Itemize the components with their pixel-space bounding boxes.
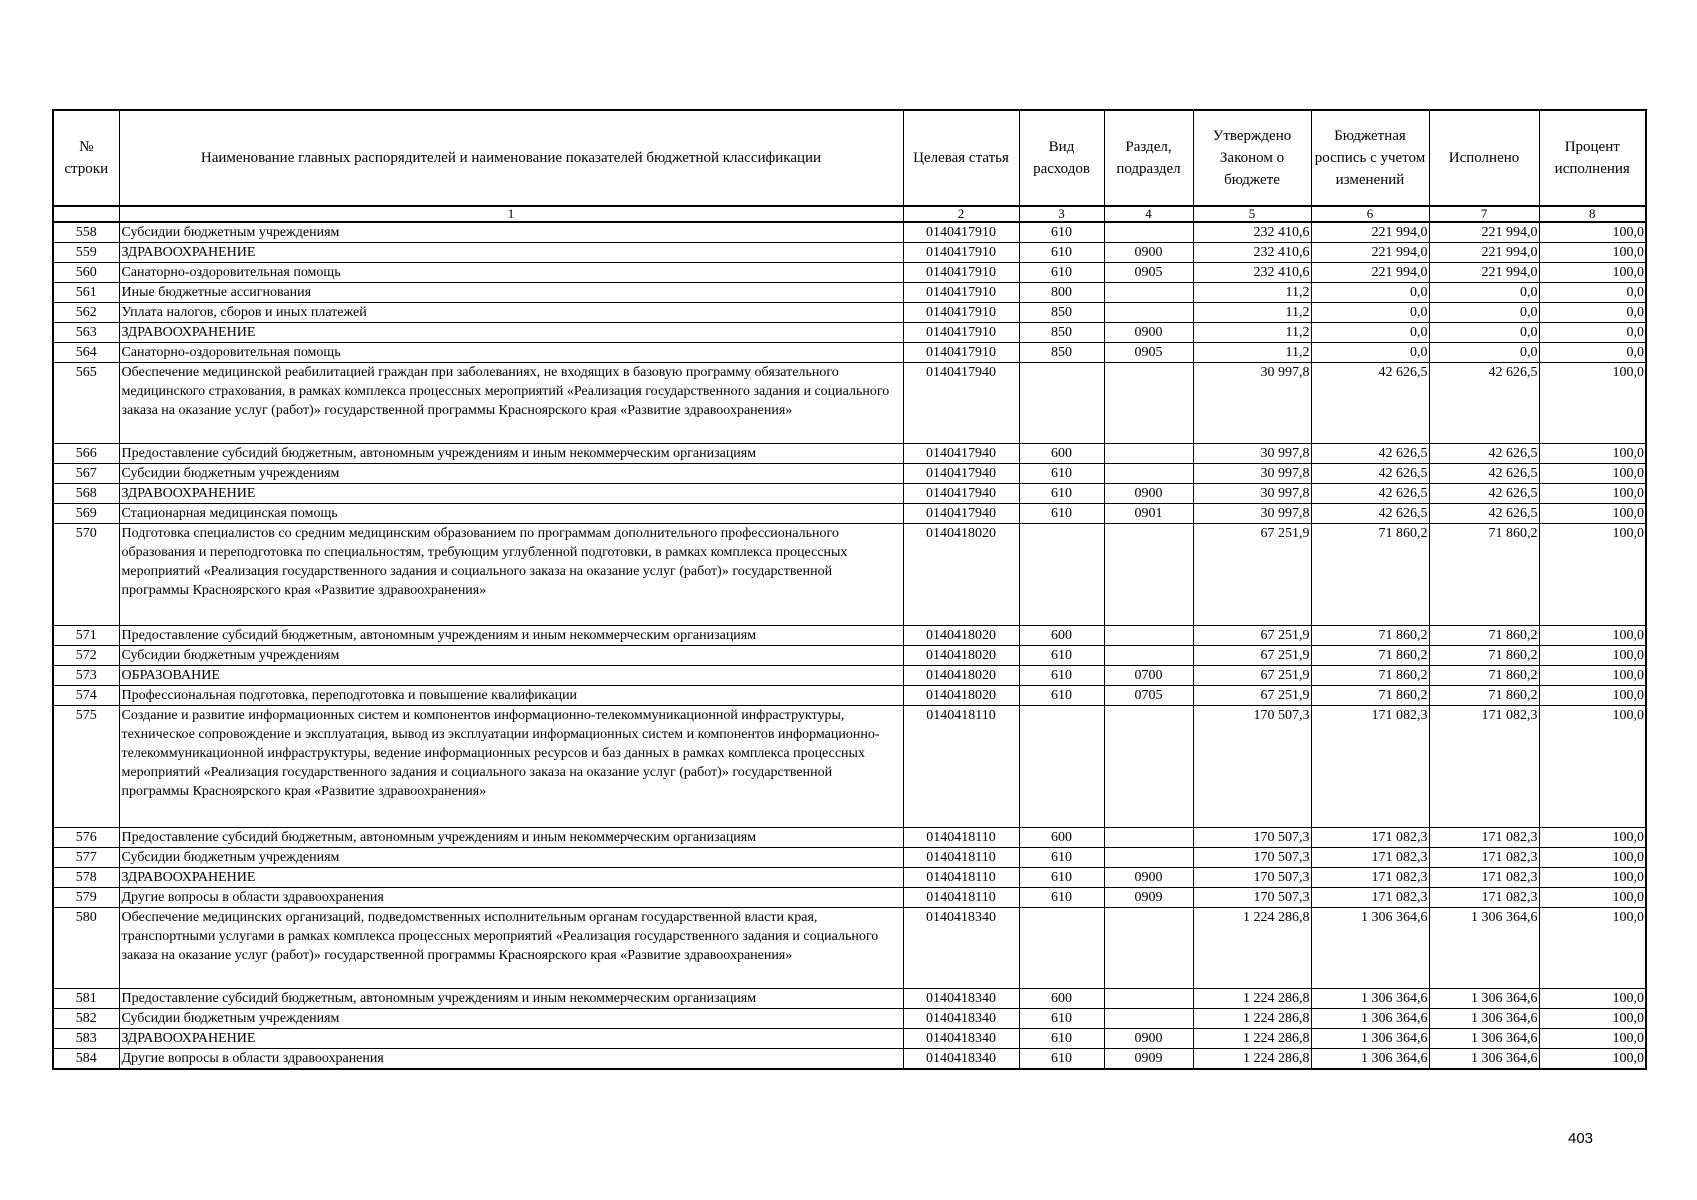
executed-amount-cell: 221 994,0 xyxy=(1429,263,1539,283)
expense-type-cell xyxy=(1019,363,1104,444)
percent-cell: 100,0 xyxy=(1539,646,1646,666)
section-cell: 0900 xyxy=(1104,484,1193,504)
row-name-cell: Субсидии бюджетным учреждениям xyxy=(119,848,903,868)
target-article-cell: 0140418110 xyxy=(903,828,1019,848)
approved-amount-cell: 67 251,9 xyxy=(1193,626,1311,646)
row-name-cell: Профессиональная подготовка, переподготовка и повышение квалификации xyxy=(119,686,903,706)
percent-cell: 100,0 xyxy=(1539,222,1646,243)
target-article-cell: 0140417910 xyxy=(903,222,1019,243)
percent-cell: 100,0 xyxy=(1539,484,1646,504)
row-name-cell: ЗДРАВООХРАНЕНИЕ xyxy=(119,868,903,888)
approved-amount-cell: 1 224 286,8 xyxy=(1193,1009,1311,1029)
target-article-cell: 0140418110 xyxy=(903,848,1019,868)
approved-amount-cell: 232 410,6 xyxy=(1193,222,1311,243)
target-article-cell: 0140418340 xyxy=(903,1009,1019,1029)
target-article-cell: 0140418340 xyxy=(903,1049,1019,1070)
approved-amount-cell: 30 997,8 xyxy=(1193,464,1311,484)
executed-amount-cell: 42 626,5 xyxy=(1429,444,1539,464)
column-number-row xyxy=(53,206,1646,222)
expense-type-cell: 850 xyxy=(1019,343,1104,363)
table-row xyxy=(53,848,1646,868)
section-cell: 0900 xyxy=(1104,868,1193,888)
percent-cell: 100,0 xyxy=(1539,243,1646,263)
row-number-cell: 560 xyxy=(53,263,119,283)
expense-type-cell: 610 xyxy=(1019,848,1104,868)
row-number-cell: 561 xyxy=(53,283,119,303)
row-name-cell: Санаторно-оздоровительная помощь xyxy=(119,263,903,283)
roster-amount-cell: 0,0 xyxy=(1311,343,1429,363)
percent-cell: 0,0 xyxy=(1539,323,1646,343)
table-row xyxy=(53,343,1646,363)
row-number-cell: 576 xyxy=(53,828,119,848)
row-name-cell: Создание и развитие информационных систем и компонентов информационно-телекоммуникационной инфраструктуры, техническое сопровождение и эксплуатация, вывод из эксплуатации информационных систем и компонентов информационно-телекоммуникационной инфраструктуры, ведение информационных ресурсов и баз данных в рамках комплекса процессных мероприятий «Реализация государственного задания и социального заказа на оказание услуг (работ)» государственной программы Красноярского края «Развитие здравоохранения» xyxy=(119,706,903,828)
row-name-cell: Санаторно-оздоровительная помощь xyxy=(119,343,903,363)
row-name-cell: ЗДРАВООХРАНЕНИЕ xyxy=(119,484,903,504)
target-article-cell: 0140418020 xyxy=(903,646,1019,666)
section-cell xyxy=(1104,828,1193,848)
section-cell: 0909 xyxy=(1104,1049,1193,1070)
roster-amount-cell: 1 306 364,6 xyxy=(1311,908,1429,989)
percent-cell: 100,0 xyxy=(1539,989,1646,1009)
percent-cell: 100,0 xyxy=(1539,908,1646,989)
table-row xyxy=(53,706,1646,828)
approved-amount-cell: 170 507,3 xyxy=(1193,848,1311,868)
expense-type-cell: 610 xyxy=(1019,686,1104,706)
table-row xyxy=(53,283,1646,303)
section-cell: 0905 xyxy=(1104,263,1193,283)
executed-amount-cell: 171 082,3 xyxy=(1429,888,1539,908)
row-number-cell: 564 xyxy=(53,343,119,363)
section-cell: 0900 xyxy=(1104,1029,1193,1049)
row-name-cell: Обеспечение медицинских организаций, подведомственных исполнительным органам государственной власти края, транспортными услугами в рамках комплекса процессных мероприятий «Реализация государственного задания и социального заказа на оказание услуг (работ)» государственной программы Красноярского края «Развитие здравоохранения» xyxy=(119,908,903,989)
executed-amount-cell: 171 082,3 xyxy=(1429,828,1539,848)
roster-amount-cell: 0,0 xyxy=(1311,303,1429,323)
percent-cell: 100,0 xyxy=(1539,1049,1646,1070)
section-cell xyxy=(1104,848,1193,868)
executed-amount-cell: 171 082,3 xyxy=(1429,848,1539,868)
table-row xyxy=(53,1049,1646,1070)
target-article-cell: 0140417940 xyxy=(903,444,1019,464)
row-name-cell: Иные бюджетные ассигнования xyxy=(119,283,903,303)
roster-amount-cell: 221 994,0 xyxy=(1311,243,1429,263)
column-number: 3 xyxy=(1019,206,1104,222)
approved-amount-cell: 30 997,8 xyxy=(1193,363,1311,444)
header-expense-type: Вид расходов xyxy=(1019,110,1104,206)
percent-cell: 100,0 xyxy=(1539,444,1646,464)
section-cell xyxy=(1104,989,1193,1009)
row-name-cell: ЗДРАВООХРАНЕНИЕ xyxy=(119,323,903,343)
budget-execution-table xyxy=(52,109,1647,1070)
roster-amount-cell: 42 626,5 xyxy=(1311,363,1429,444)
roster-amount-cell: 42 626,5 xyxy=(1311,504,1429,524)
table-header xyxy=(53,110,1646,222)
row-number-cell: 567 xyxy=(53,464,119,484)
target-article-cell: 0140418110 xyxy=(903,706,1019,828)
target-article-cell: 0140418340 xyxy=(903,989,1019,1009)
expense-type-cell xyxy=(1019,908,1104,989)
roster-amount-cell: 71 860,2 xyxy=(1311,646,1429,666)
expense-type-cell: 600 xyxy=(1019,989,1104,1009)
row-number-cell: 574 xyxy=(53,686,119,706)
percent-cell: 100,0 xyxy=(1539,1009,1646,1029)
table-row xyxy=(53,888,1646,908)
table-row xyxy=(53,222,1646,243)
section-cell xyxy=(1104,1009,1193,1029)
section-cell: 0901 xyxy=(1104,504,1193,524)
target-article-cell: 0140417940 xyxy=(903,363,1019,444)
row-number-cell: 577 xyxy=(53,848,119,868)
roster-amount-cell: 171 082,3 xyxy=(1311,888,1429,908)
row-name-cell: ЗДРАВООХРАНЕНИЕ xyxy=(119,1029,903,1049)
row-name-cell: Подготовка специалистов со средним медицинским образованием по программам дополнительного профессионального образования и переподготовка по специальностям, требующим углубленной подготовки, в рамках комплекса процессных мероприятий «Реализация государственного задания и социального заказа на оказание услуг (работ)» государственной программы Красноярского края «Развитие здравоохранения» xyxy=(119,524,903,626)
target-article-cell: 0140417940 xyxy=(903,484,1019,504)
page-number: 403 xyxy=(1568,1130,1594,1147)
roster-amount-cell: 171 082,3 xyxy=(1311,706,1429,828)
percent-cell: 100,0 xyxy=(1539,706,1646,828)
approved-amount-cell: 67 251,9 xyxy=(1193,524,1311,626)
column-number: 2 xyxy=(903,206,1019,222)
table-row xyxy=(53,363,1646,444)
percent-cell: 100,0 xyxy=(1539,888,1646,908)
expense-type-cell: 600 xyxy=(1019,828,1104,848)
row-number-cell: 580 xyxy=(53,908,119,989)
header-budget-roster: Бюджетная роспись с учетом изменений xyxy=(1311,110,1429,206)
table-row xyxy=(53,686,1646,706)
expense-type-cell: 850 xyxy=(1019,323,1104,343)
section-cell: 0705 xyxy=(1104,686,1193,706)
table-row xyxy=(53,524,1646,626)
row-number-cell: 558 xyxy=(53,222,119,243)
expense-type-cell: 610 xyxy=(1019,484,1104,504)
percent-cell: 100,0 xyxy=(1539,848,1646,868)
percent-cell: 100,0 xyxy=(1539,1029,1646,1049)
percent-cell: 100,0 xyxy=(1539,263,1646,283)
executed-amount-cell: 221 994,0 xyxy=(1429,222,1539,243)
roster-amount-cell: 171 082,3 xyxy=(1311,848,1429,868)
approved-amount-cell: 30 997,8 xyxy=(1193,504,1311,524)
target-article-cell: 0140417940 xyxy=(903,464,1019,484)
row-name-cell: Стационарная медицинская помощь xyxy=(119,504,903,524)
approved-amount-cell: 67 251,9 xyxy=(1193,646,1311,666)
expense-type-cell: 610 xyxy=(1019,1009,1104,1029)
row-number-cell: 565 xyxy=(53,363,119,444)
percent-cell: 100,0 xyxy=(1539,504,1646,524)
target-article-cell: 0140418020 xyxy=(903,666,1019,686)
roster-amount-cell: 71 860,2 xyxy=(1311,626,1429,646)
target-article-cell: 0140418020 xyxy=(903,626,1019,646)
target-article-cell: 0140417910 xyxy=(903,303,1019,323)
section-cell xyxy=(1104,908,1193,989)
row-name-cell: Предоставление субсидий бюджетным, автономным учреждениям и иным некоммерческим организациям xyxy=(119,626,903,646)
row-number-cell: 584 xyxy=(53,1049,119,1070)
executed-amount-cell: 1 306 364,6 xyxy=(1429,1029,1539,1049)
percent-cell: 100,0 xyxy=(1539,828,1646,848)
expense-type-cell: 600 xyxy=(1019,626,1104,646)
table-row xyxy=(53,444,1646,464)
executed-amount-cell: 42 626,5 xyxy=(1429,504,1539,524)
roster-amount-cell: 71 860,2 xyxy=(1311,686,1429,706)
roster-amount-cell: 42 626,5 xyxy=(1311,444,1429,464)
approved-amount-cell: 170 507,3 xyxy=(1193,706,1311,828)
approved-amount-cell: 11,2 xyxy=(1193,323,1311,343)
percent-cell: 0,0 xyxy=(1539,283,1646,303)
roster-amount-cell: 1 306 364,6 xyxy=(1311,989,1429,1009)
executed-amount-cell: 0,0 xyxy=(1429,323,1539,343)
executed-amount-cell: 0,0 xyxy=(1429,343,1539,363)
percent-cell: 100,0 xyxy=(1539,686,1646,706)
roster-amount-cell: 1 306 364,6 xyxy=(1311,1029,1429,1049)
percent-cell: 100,0 xyxy=(1539,868,1646,888)
executed-amount-cell: 71 860,2 xyxy=(1429,524,1539,626)
approved-amount-cell: 232 410,6 xyxy=(1193,263,1311,283)
row-name-cell: Другие вопросы в области здравоохранения xyxy=(119,1049,903,1070)
executed-amount-cell: 171 082,3 xyxy=(1429,706,1539,828)
table-row xyxy=(53,484,1646,504)
section-cell: 0905 xyxy=(1104,343,1193,363)
header-percent: Процент исполнения xyxy=(1539,110,1646,206)
percent-cell: 100,0 xyxy=(1539,524,1646,626)
row-number-cell: 578 xyxy=(53,868,119,888)
executed-amount-cell: 0,0 xyxy=(1429,303,1539,323)
target-article-cell: 0140417910 xyxy=(903,323,1019,343)
section-cell xyxy=(1104,706,1193,828)
expense-type-cell: 610 xyxy=(1019,1029,1104,1049)
table-row xyxy=(53,1029,1646,1049)
expense-type-cell: 610 xyxy=(1019,868,1104,888)
section-cell xyxy=(1104,283,1193,303)
table-row xyxy=(53,989,1646,1009)
header-row-number: № строки xyxy=(53,110,119,206)
expense-type-cell: 600 xyxy=(1019,444,1104,464)
executed-amount-cell: 171 082,3 xyxy=(1429,868,1539,888)
table-body xyxy=(53,222,1646,1069)
table-row xyxy=(53,263,1646,283)
row-name-cell: Предоставление субсидий бюджетным, автономным учреждениям и иным некоммерческим организациям xyxy=(119,828,903,848)
roster-amount-cell: 221 994,0 xyxy=(1311,222,1429,243)
expense-type-cell: 610 xyxy=(1019,243,1104,263)
table-row xyxy=(53,646,1646,666)
executed-amount-cell: 1 306 364,6 xyxy=(1429,908,1539,989)
target-article-cell: 0140418340 xyxy=(903,1029,1019,1049)
column-number: 5 xyxy=(1193,206,1311,222)
section-cell: 0700 xyxy=(1104,666,1193,686)
section-cell xyxy=(1104,444,1193,464)
approved-amount-cell: 67 251,9 xyxy=(1193,666,1311,686)
row-name-cell: Предоставление субсидий бюджетным, автономным учреждениям и иным некоммерческим организациям xyxy=(119,989,903,1009)
expense-type-cell: 610 xyxy=(1019,263,1104,283)
column-number xyxy=(53,206,119,222)
roster-amount-cell: 42 626,5 xyxy=(1311,464,1429,484)
table-row xyxy=(53,464,1646,484)
section-cell xyxy=(1104,646,1193,666)
approved-amount-cell: 11,2 xyxy=(1193,303,1311,323)
roster-amount-cell: 1 306 364,6 xyxy=(1311,1009,1429,1029)
row-number-cell: 562 xyxy=(53,303,119,323)
section-cell xyxy=(1104,626,1193,646)
roster-amount-cell: 0,0 xyxy=(1311,323,1429,343)
table-row xyxy=(53,303,1646,323)
expense-type-cell: 610 xyxy=(1019,1049,1104,1070)
executed-amount-cell: 0,0 xyxy=(1429,283,1539,303)
table-row xyxy=(53,626,1646,646)
percent-cell: 0,0 xyxy=(1539,303,1646,323)
row-number-cell: 570 xyxy=(53,524,119,626)
header-row xyxy=(53,110,1646,206)
target-article-cell: 0140418340 xyxy=(903,908,1019,989)
percent-cell: 0,0 xyxy=(1539,343,1646,363)
approved-amount-cell: 67 251,9 xyxy=(1193,686,1311,706)
expense-type-cell: 610 xyxy=(1019,666,1104,686)
row-number-cell: 582 xyxy=(53,1009,119,1029)
section-cell xyxy=(1104,363,1193,444)
section-cell xyxy=(1104,222,1193,243)
roster-amount-cell: 221 994,0 xyxy=(1311,263,1429,283)
executed-amount-cell: 42 626,5 xyxy=(1429,484,1539,504)
row-name-cell: Субсидии бюджетным учреждениям xyxy=(119,1009,903,1029)
approved-amount-cell: 11,2 xyxy=(1193,283,1311,303)
section-cell xyxy=(1104,464,1193,484)
table-row xyxy=(53,828,1646,848)
approved-amount-cell: 170 507,3 xyxy=(1193,888,1311,908)
approved-amount-cell: 232 410,6 xyxy=(1193,243,1311,263)
table-row xyxy=(53,666,1646,686)
row-number-cell: 581 xyxy=(53,989,119,1009)
row-number-cell: 569 xyxy=(53,504,119,524)
target-article-cell: 0140417940 xyxy=(903,504,1019,524)
roster-amount-cell: 171 082,3 xyxy=(1311,828,1429,848)
section-cell xyxy=(1104,303,1193,323)
expense-type-cell xyxy=(1019,706,1104,828)
roster-amount-cell: 42 626,5 xyxy=(1311,484,1429,504)
roster-amount-cell: 0,0 xyxy=(1311,283,1429,303)
executed-amount-cell: 221 994,0 xyxy=(1429,243,1539,263)
target-article-cell: 0140418020 xyxy=(903,524,1019,626)
executed-amount-cell: 1 306 364,6 xyxy=(1429,989,1539,1009)
row-name-cell: Другие вопросы в области здравоохранения xyxy=(119,888,903,908)
section-cell: 0900 xyxy=(1104,323,1193,343)
percent-cell: 100,0 xyxy=(1539,464,1646,484)
executed-amount-cell: 71 860,2 xyxy=(1429,646,1539,666)
expense-type-cell: 610 xyxy=(1019,888,1104,908)
percent-cell: 100,0 xyxy=(1539,626,1646,646)
row-number-cell: 573 xyxy=(53,666,119,686)
row-name-cell: Субсидии бюджетным учреждениям xyxy=(119,646,903,666)
header-section: Раздел, подраздел xyxy=(1104,110,1193,206)
expense-type-cell xyxy=(1019,524,1104,626)
expense-type-cell: 610 xyxy=(1019,222,1104,243)
approved-amount-cell: 30 997,8 xyxy=(1193,484,1311,504)
row-name-cell: Предоставление субсидий бюджетным, автономным учреждениям и иным некоммерческим организациям xyxy=(119,444,903,464)
expense-type-cell: 610 xyxy=(1019,646,1104,666)
target-article-cell: 0140417910 xyxy=(903,243,1019,263)
header-target-article: Целевая статья xyxy=(903,110,1019,206)
roster-amount-cell: 1 306 364,6 xyxy=(1311,1049,1429,1070)
roster-amount-cell: 71 860,2 xyxy=(1311,524,1429,626)
table-row xyxy=(53,1009,1646,1029)
expense-type-cell: 800 xyxy=(1019,283,1104,303)
executed-amount-cell: 71 860,2 xyxy=(1429,626,1539,646)
row-name-cell: Субсидии бюджетным учреждениям xyxy=(119,222,903,243)
row-number-cell: 559 xyxy=(53,243,119,263)
approved-amount-cell: 1 224 286,8 xyxy=(1193,1049,1311,1070)
target-article-cell: 0140417910 xyxy=(903,283,1019,303)
table-row xyxy=(53,243,1646,263)
executed-amount-cell: 1 306 364,6 xyxy=(1429,1049,1539,1070)
approved-amount-cell: 1 224 286,8 xyxy=(1193,908,1311,989)
row-name-cell: Субсидии бюджетным учреждениям xyxy=(119,464,903,484)
table-row xyxy=(53,868,1646,888)
table-row xyxy=(53,504,1646,524)
approved-amount-cell: 1 224 286,8 xyxy=(1193,1029,1311,1049)
section-cell: 0900 xyxy=(1104,243,1193,263)
column-number: 6 xyxy=(1311,206,1429,222)
target-article-cell: 0140417910 xyxy=(903,343,1019,363)
column-number: 4 xyxy=(1104,206,1193,222)
approved-amount-cell: 11,2 xyxy=(1193,343,1311,363)
header-name: Наименование главных распорядителей и наименование показателей бюджетной классификации xyxy=(119,110,903,206)
column-number: 1 xyxy=(119,206,903,222)
expense-type-cell: 610 xyxy=(1019,504,1104,524)
row-number-cell: 583 xyxy=(53,1029,119,1049)
row-name-cell: Уплата налогов, сборов и иных платежей xyxy=(119,303,903,323)
row-number-cell: 579 xyxy=(53,888,119,908)
header-executed: Исполнено xyxy=(1429,110,1539,206)
row-name-cell: ОБРАЗОВАНИЕ xyxy=(119,666,903,686)
approved-amount-cell: 170 507,3 xyxy=(1193,868,1311,888)
roster-amount-cell: 71 860,2 xyxy=(1311,666,1429,686)
row-name-cell: ЗДРАВООХРАНЕНИЕ xyxy=(119,243,903,263)
row-number-cell: 563 xyxy=(53,323,119,343)
executed-amount-cell: 71 860,2 xyxy=(1429,686,1539,706)
executed-amount-cell: 42 626,5 xyxy=(1429,363,1539,444)
section-cell: 0909 xyxy=(1104,888,1193,908)
table-row xyxy=(53,908,1646,989)
section-cell xyxy=(1104,524,1193,626)
target-article-cell: 0140418020 xyxy=(903,686,1019,706)
executed-amount-cell: 42 626,5 xyxy=(1429,464,1539,484)
row-number-cell: 575 xyxy=(53,706,119,828)
row-number-cell: 568 xyxy=(53,484,119,504)
expense-type-cell: 850 xyxy=(1019,303,1104,323)
row-number-cell: 571 xyxy=(53,626,119,646)
header-approved: Утверждено Законом о бюджете xyxy=(1193,110,1311,206)
approved-amount-cell: 170 507,3 xyxy=(1193,828,1311,848)
row-name-cell: Обеспечение медицинской реабилитацией граждан при заболеваниях, не входящих в базовую программу обязательного медицинского страхования, в рамках комплекса процессных мероприятий «Реализация государственного задания и социального заказа на оказание услуг (работ)» государственной программы Красноярского края «Развитие здравоохранения» xyxy=(119,363,903,444)
expense-type-cell: 610 xyxy=(1019,464,1104,484)
table-row xyxy=(53,323,1646,343)
executed-amount-cell: 1 306 364,6 xyxy=(1429,1009,1539,1029)
column-number: 8 xyxy=(1539,206,1646,222)
executed-amount-cell: 71 860,2 xyxy=(1429,666,1539,686)
approved-amount-cell: 1 224 286,8 xyxy=(1193,989,1311,1009)
roster-amount-cell: 171 082,3 xyxy=(1311,868,1429,888)
target-article-cell: 0140418110 xyxy=(903,888,1019,908)
row-number-cell: 572 xyxy=(53,646,119,666)
percent-cell: 100,0 xyxy=(1539,363,1646,444)
percent-cell: 100,0 xyxy=(1539,666,1646,686)
column-number: 7 xyxy=(1429,206,1539,222)
approved-amount-cell: 30 997,8 xyxy=(1193,444,1311,464)
row-number-cell: 566 xyxy=(53,444,119,464)
target-article-cell: 0140417910 xyxy=(903,263,1019,283)
target-article-cell: 0140418110 xyxy=(903,868,1019,888)
